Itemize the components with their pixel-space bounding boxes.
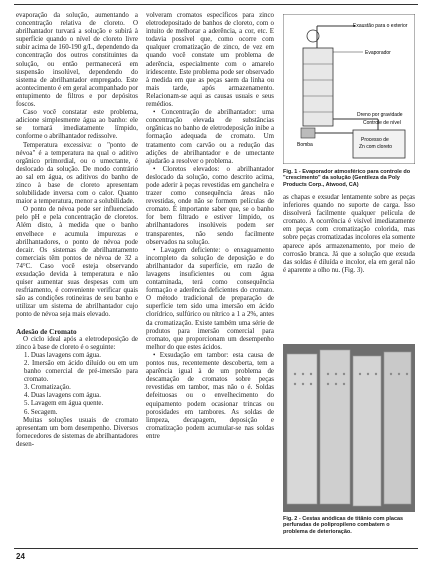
paragraph: Temperatura excessiva: o "ponto de névoa" é a temperatura na qual o aditivo orgânico primordial, ou o umectante, é deslocado da solução. De modo contrário ao sal em água, os aditivos do banho de zinco à base de cloreto apresentam solubilidade inversa com o calor. Quanto maior a temperatura, menor a solubilidade.	[16, 141, 138, 206]
label-evaporator: Evaporador	[365, 50, 391, 56]
label-process-2: Zn com cloreto	[359, 144, 393, 150]
column-3-text	[283, 194, 415, 275]
label-level: Controle de nível	[363, 120, 401, 126]
paragraph: Caso você constatar este problema, adicione simplesmente água ao banho: ele se tornará imediatamente límpido, conforme o abrilhantador redissolve.	[16, 109, 138, 141]
paragraph: • Cloretos elevados: o abrilhantador deslocado da solução, como descrito acima, pode aderir à peças revestidas em ganchelra e trazer como consequência áreas não revestidas, onde não se formem películas de cromato. É importante saber que, se o banho for bem filtrado e estiver límpido, os abrilhantadores insolúveis podem ser transparentes, não sendo facilmente observados na solução.	[146, 165, 274, 246]
bottom-rule	[14, 548, 418, 549]
figure-2-caption: Fig. 2 - Cestas anódicas de titânio com placas perfuradas de polipropileno combatem o problema de deterioração.	[283, 516, 404, 535]
paragraph: as chapas e exsudar lentamente sobre as peças inferiores quando no suporte de carga. Isso dissolverá facilmente qualquer película de cromato. A ocorrência é visível imediatamente em peças com cromatização colorida, mas sobre peças cromatizadas incolores ela somente aparece após armazenamento, por meio de corrosão branca. Já que a solução que exsuda das soldas é diluída e incolor, ela em geral não é aparente a olho nu. (Fig. 3).	[283, 194, 415, 274]
label-process: Processo de	[361, 137, 389, 143]
paragraph: Muitas soluções usuais de cromato apresentam um bom desempenho. Diversos fornecedores de sistemas de abrilhantadores desen-	[16, 416, 138, 448]
figure-2-photo	[283, 344, 415, 512]
figure-1-caption: Fig. 1 - Evaporador atmosférico para controle do "crescimento" da solução (Gentileza da Poly Products Corp., Atwood, CA)	[283, 169, 411, 188]
paragraph: • Lavagem deficiente: o enxaguamento incompleto da solução de deposição e do abrilhantador da superfície, em razão de lavagens insuficientes ou com água contaminada, terá como consequência formação e aderência deficientes do cromato. O método tradicional de preparação de superfície tem sido uma imersão em ácido clorídrico, sulfúrico ou nítrico a 1 a 2%, antes da cromatização. Existe também uma série de produtos para imersão comercial para cromato, que proporcionam um desempenho melhor do que estes ácidos.	[146, 246, 274, 351]
list-item: 1. Duas lavagens com água.	[24, 351, 101, 359]
column-1	[16, 12, 138, 449]
paragraph: O ciclo ideal após a eletrodeposição de zinco à base de cloreto é o seguinte:	[16, 335, 138, 351]
label-drain: Dreno por gravidade	[357, 112, 403, 118]
top-rule	[14, 4, 418, 5]
paragraph: evaporação da solução, aumentando a concentração relativa de cloreto. O abrilhantador turvará a solução e subirá à superfície quando o nível de cloreto livre subir acima de 160-190 g/L, dependendo da concentração dos outros constituintes da solução, ou então permanecerá em suspensão insolúvel, dependendo do sistema de abrilhantador empregado. Este acontecimento é em geral acompanhado por entupimento de filtros e por depósitos foscos.	[16, 12, 138, 109]
paragraph: volveram cromatos específicos para zinco eletrodepositado de banhos de cloreto, com o intuito de melhorar a aderência, a cor, etc. E todavia possível que, como ocorre com qualquer cromatização de zinco, de vez em quando você constate um problema de aderência, especialmente com o amarelo iridescente. Este problema pode ser observado à medida em que as peças saem da linha ou mais tarde, após armazenamento. Relacionam-se aqui as causas usuais e seus remédios.	[146, 12, 274, 109]
evaporator-diagram	[283, 14, 415, 164]
list-item: 4. Duas lavagens com água.	[24, 392, 101, 400]
paragraph: • Concentração de abrilhantador: uma concentração elevada de substâncias orgânicas no banho de eletrodeposição inibe a formação adequada de cromato. Um tratamento com carvão ou a redução das adições de abrilhantador e de umectante ajudarão a resolver o problema.	[146, 109, 274, 165]
list-item: 5. Lavagem em água quente.	[24, 400, 104, 408]
paragraph: • Exsudação em tambor: esta causa de pontos nus, recentemente descoberta, tem a aparência igual à de um problema de descamação de cromatos sobre peças revestidas em tambor, mas não o é. Soldas defeituosas ou o envelhecimento do equipamento podem ocasionar trincas ou porosidades em tambores. As soldas de limpeza, decapagem, deposição e cromatização podem acumular-se nas soldas entre	[146, 351, 274, 440]
figure-1-evaporator-diagram	[283, 14, 415, 188]
list-item: 6. Secagem.	[24, 408, 58, 416]
label-exhaust: Exaustão para o exterior	[353, 23, 408, 29]
page-number: 24	[16, 552, 25, 561]
anode-baskets-photo	[283, 344, 415, 512]
list-item: 3. Cromatização.	[24, 384, 71, 392]
paragraph: O ponto de névoa pode ser influenciado pelo pH e pela concentração de cloretos. Além disto, à medida que o banho envelhece e acumula impurezas e abrilhantadores, o ponto de névoa pode decair. Os sistemas de abrilhantamento comerciais têm pontos de névoa de 32 a 74°C. Caso você esteja observando exsudação devida à temperatura e não quiser aumentar suas despesas com um resfriamento, é conveniente verificar quais são as condições rotineiras de seu banho e utilizar um sistema de abrilhantador cujo ponto de névoa seja mais elevado.	[16, 206, 138, 319]
label-pump: Bomba	[297, 142, 313, 148]
column-2	[146, 12, 274, 441]
section-heading: Adesão de Cromato	[16, 327, 77, 336]
list-item: 2. Imersão em ácido diluído ou em um banho comercial de pré-imersão para cromato.	[24, 359, 138, 384]
